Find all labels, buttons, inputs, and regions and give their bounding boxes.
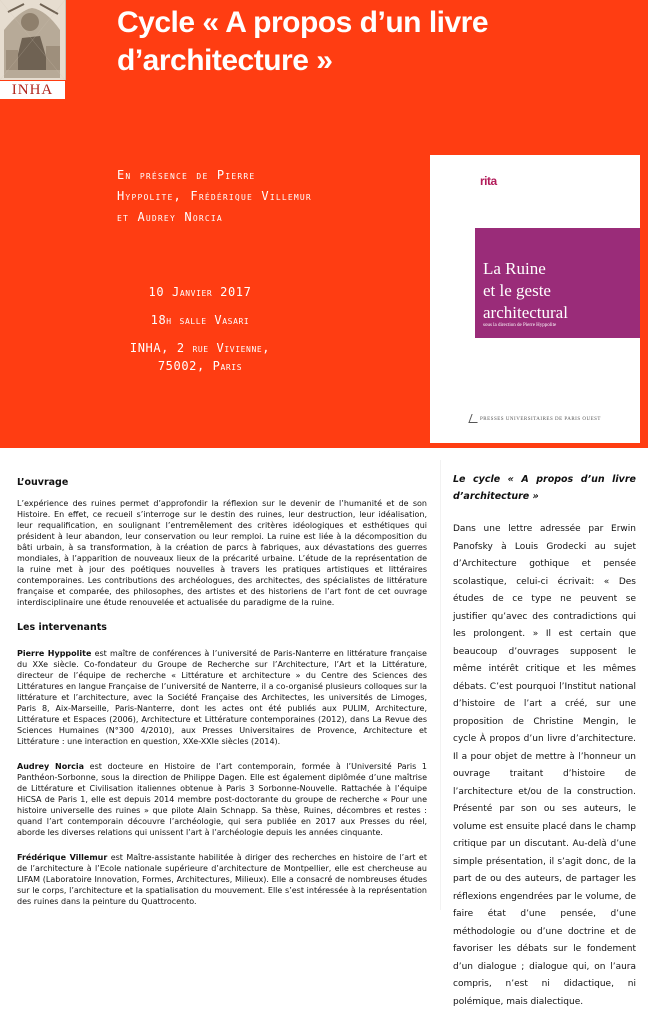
bio-text: est maître de conférences à l’université de Paris-Nanterre en littérature française du XXe siècle. Co-fondateur du Groupe de Recherche sur l’Architecture, l’Art et la Littérature, directeur de l’équipe de recherche « Littérature et architecture » du Centre des Sciences des Littératures en langue Française de l’université de Nanterre, il a co-organisé plusieurs colloques sur la littérature et l’architecture, avec la Société Française des Architectes, les universités de Limoges, Paris 8, Aix-Marseille, Paris-Nanterre, dont les actes ont été publiés aux PULIM, Architecture, Littérature et Espaces (2006), Architecture et Littérature contemporaines (2012), dans La Revue des Sciences Humaines (N°300 4/2010), aux Presses Universitaires de Provence, Architecture et Littérature : une interaction en question, XXe-XXIe siècles (2014). — [17, 649, 427, 746]
bio-pierre-hyppolite — [17, 648, 427, 747]
page-title: Cycle « A propos d’un livre d’architecture » — [117, 6, 489, 77]
event-date: 10 Janvier 2017 — [148, 285, 252, 299]
event-info — [120, 283, 280, 385]
book-title-line: La Ruine — [483, 259, 546, 278]
cycle-text: Dans une lettre adressée par Erwin Panofsky à Louis Grodecki au sujet d’Architecture gothique et pensée scolastique, celui-ci écrivait: « Des études de ce type ne peuvent se justifier qu’avec des contradictions qui les prolongent. » Il est certain que beaucoup d’ouvrages supposent le même intérêt critique et les mêmes débats. C’est pourquoi l’Institut national d’histoire de l’art a créé, sur une proposition de Christine Mengin, le cycle À propos d’un livre d’architecture. Il a pour objet de mettre à l’honneur un ouvrage traitant d’histoire de l’architecture et/ou de la construction. Présenté par son ou ses auteurs, le volume est ensuite placé dans le champ critique par un discutant. Au-delà d’une simple présentation, il s’agit donc, de la part de ou des auteurs, de partager les réflexions engendrées par le volume, de faire état d’une pensée, d’une méthodologie ou d’une doctrine et de favoriser les débats sur le fondement d’un dialogue ; dialogue qui, on l’aura compris, n’est ni didactique, ni polémique, mais dialectique. — [453, 524, 636, 1007]
book-title-line: et le geste — [483, 281, 551, 300]
bio-audrey-norcia — [17, 761, 427, 838]
section-heading-ouvrage: L’ouvrage — [17, 477, 69, 488]
book-title — [483, 258, 638, 324]
header-banner — [0, 0, 648, 448]
publisher-mark-icon — [468, 414, 480, 423]
right-column — [453, 471, 636, 1011]
bio-text: est Maître-assistante habilitée à diriger des recherches en histoire de l’art et de l’architecture à l’Ecole nationale supérieure d’architecture de Montpellier, elle est chercheuse au LIFAM (Laboratoire Innovation, Formes, Architectures, Milieux). Elle a consacré de nombreuses études sur le corps, l’architecture et la spatialisation du mouvement. Elle s’est intéressée à la représentation des ruines dans la peinture du Quattrocento. — [17, 853, 427, 906]
speakers-presence: En présence de Pierre Hyppolite, Frédérique Villemur et Audrey Norcia — [117, 168, 312, 224]
column-divider — [440, 460, 441, 910]
book-title-band — [475, 228, 640, 338]
book-series-brand: rita — [480, 174, 497, 188]
left-column — [17, 477, 427, 907]
book-publisher: PRESSES UNIVERSITAIRES DE PARIS OUEST — [480, 417, 601, 422]
book-title-line: architectural — [483, 303, 568, 322]
event-address: INHA, 2 rue Vivienne, 75002, Paris — [129, 341, 271, 373]
bio-name: Pierre Hyppolite — [17, 649, 92, 658]
inha-engraving-logo — [0, 0, 66, 80]
bio-frederique-villemur — [17, 852, 427, 907]
bio-text: est docteure en Histoire de l’art contemporain, formée à l’Université Paris 1 Panthéon-Sorbonne, sous la direction de Philippe Dagen. Elle est également diplômée d’une maîtrise de Littérature et Civilisation italiennes obtenue à Paris 3 Sorbonne-Nouvelle. Rattachée à l’équipe HiCSA de Paris 1, elle est depuis 2014 membre post-doctorante du groupe de recherche « Pour une histoire universelle des ruines » que pilote Alain Schnapp. Sa thèse, Ruines, décombres et restes : quand l’art contemporain découvre l’archéologie, qui sera publiée en 2017 aux Presses du réel, aborde les diverses relations qui unissent l’art à l’archéologie depuis les années cinquante. — [17, 762, 427, 837]
book-subtitle: sous la direction de Pierre Hyppolite — [483, 323, 557, 328]
bio-name: Audrey Norcia — [17, 762, 85, 771]
section-heading-cycle: Le cycle « A propos d’un livre d’architecture » — [453, 474, 636, 502]
section-heading-intervenants: Les intervenants — [17, 622, 107, 633]
inha-logo-label: INHA — [0, 81, 65, 99]
book-cover — [430, 155, 640, 443]
bio-name: Frédérique Villemur — [17, 853, 108, 862]
event-time-room: 18h salle Vasari — [150, 313, 250, 327]
ouvrage-text: L’expérience des ruines permet d’approfondir la réflexion sur le devenir de l’humanité et de son Histoire. En effet, ce recueil s’interroge sur le destin des ruines, leur destruction, leur idéalisation, leur requalification, en soulignant l’entremêlement des critères idéologiques et esthétiques qui président à leur abandon, leur conservation ou leur remploi. La ruine est liée à la décomposition du bâti urbain, à sa transformation, à la création de parcs à fabriques, aux dévastations des guerres mondiales, à l’apparition de nouveaux lieux de la précarité urbaine. L’étude de la représentation de la ruine met à jour des poétiques nouvelles à travers les pratiques artistiques et littéraires contemporaines. Les contributions des archéologues, des architectes, des spécialistes de littérature française et comparée, des philosophes, des artistes et des historiens de l’art font de cet ouvrage interdisciplinaire une étude renouvelée et actualisée du paradigme de la ruine. — [17, 499, 427, 607]
